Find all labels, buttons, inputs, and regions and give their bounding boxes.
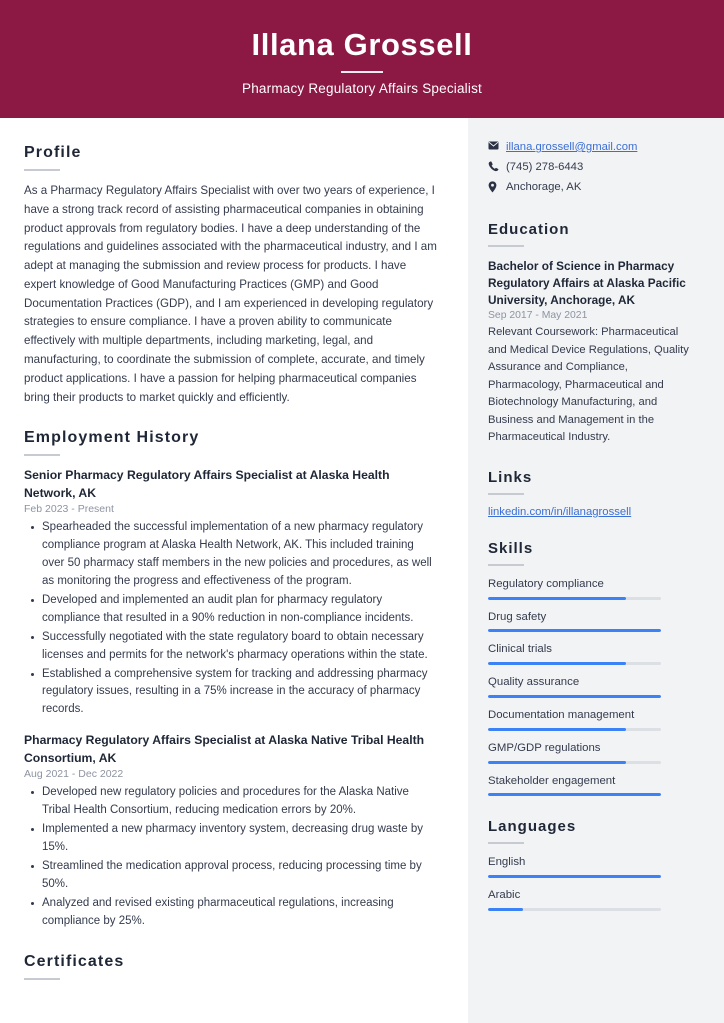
job-entry: [24, 467, 438, 719]
resume-body: [0, 118, 724, 1023]
contact-phone: [488, 160, 700, 176]
section-heading-employment: Employment History: [24, 429, 200, 447]
contact-location-text: Anchorage, AK: [506, 180, 582, 193]
language-label: Arabic: [488, 889, 521, 902]
job-entry: [24, 732, 438, 930]
phone-icon: [488, 160, 506, 172]
section-rule: [488, 564, 524, 566]
section-heading-certificates: Certificates: [24, 952, 125, 970]
section-rule: [488, 493, 524, 495]
education-date: Sep 2017 - May 2021: [488, 310, 588, 322]
sidebar-tail-spacer: [488, 933, 700, 937]
sidebar-column: [468, 118, 724, 1023]
section-rule: [24, 978, 60, 980]
language-item: [488, 855, 700, 878]
skill-bar-fill: [488, 597, 626, 600]
job-bullet: Streamlined the medication approval process, reducing processing time by 50%.: [40, 858, 438, 894]
skill-label: Regulatory compliance: [488, 577, 604, 590]
skill-item: [488, 577, 700, 600]
resume-header: [0, 0, 724, 118]
job-bullet: Established a comprehensive system for tracking and addressing pharmacy regulatory issues, resulting in a 75% increase in the accuracy of pharmacy records.: [40, 666, 438, 720]
section-employment-history: [24, 429, 438, 930]
education-description: Relevant Coursework: Pharmaceutical and Medical Device Regulations, Quality Assurance and Compliance, Pharmacology, Pharmaceutical and Biotechnology Manufacturing, and Business and Management in the Pharmaceutical Industry.: [488, 326, 689, 444]
language-bar-track: [488, 875, 661, 878]
language-bar-fill: [488, 908, 523, 911]
header-subtitle: Pharmacy Regulatory Affairs Specialist: [242, 81, 482, 97]
skill-bar-fill: [488, 761, 626, 764]
section-links: [488, 469, 700, 518]
skill-label: GMP/GDP regulations: [488, 741, 601, 754]
job-bullet: Spearheaded the successful implementation of a new pharmacy regulatory compliance program at Alaska Health Network, AK. This included training over 50 pharmacy staff members in the new policies and procedures, as well as monitoring the progress and effectiveness of the program.: [40, 519, 438, 591]
contact-list: [488, 140, 700, 195]
contact-email-text[interactable]: illana.grossell@gmail.com: [506, 141, 638, 153]
section-rule: [488, 842, 524, 844]
contact-location: [488, 180, 700, 196]
skill-bar-fill: [488, 662, 626, 665]
envelope-icon: [488, 140, 506, 150]
section-education: [488, 221, 700, 446]
job-bullets: [24, 784, 438, 931]
section-heading-links: Links: [488, 468, 533, 486]
language-bar-track: [488, 908, 661, 911]
section-rule: [24, 169, 60, 171]
skill-bar-fill: [488, 793, 661, 796]
language-label: English: [488, 856, 526, 869]
skill-item: [488, 708, 700, 731]
section-skills: [488, 540, 700, 797]
skill-bar-fill: [488, 629, 661, 632]
skill-bar-fill: [488, 695, 661, 698]
list-item: [488, 506, 700, 518]
main-column: [0, 118, 468, 1023]
skill-bar-track: [488, 728, 661, 731]
section-heading-profile: Profile: [24, 144, 82, 161]
skill-bar-track: [488, 597, 661, 600]
skill-item: [488, 741, 700, 764]
header-divider: [341, 71, 383, 73]
section-heading-skills: Skills: [488, 539, 534, 557]
profile-text: As a Pharmacy Regulatory Affairs Specialist with over two years of experience, I have a strong track record of assisting pharmaceutical companies in obtaining product approvals from regulatory bodies. I have a deep understanding of the regulations and guidelines associated with the pharmaceutical industry, and I am adept at managing the submission and review process for products. I have expert knowledge of Good Manufacturing Practices (GMP) and Good Documentation Practices (GDP), and I am experienced in developing regulatory strategies to ensure compliance. I have a proven ability to communicate effectively with multiple departments, including marketing, legal, and manufacturing, to coordinate the submission of complete, accurate, and timely product applications. I have a passion for helping pharmaceutical companies bring their products to market quickly and efficiently.: [24, 184, 437, 404]
section-rule: [488, 245, 524, 247]
skill-label: Documentation management: [488, 708, 635, 721]
skill-bar-track: [488, 761, 661, 764]
section-heading-languages: Languages: [488, 818, 577, 836]
job-bullet: Analyzed and revised existing pharmaceutical regulations, increasing compliance by 25%.: [40, 895, 438, 931]
section-certificates: [24, 953, 438, 980]
contact-phone-text: (745) 278-6443: [506, 160, 584, 173]
skill-bar-track: [488, 793, 661, 796]
section-heading-education: Education: [488, 221, 570, 239]
job-date: Feb 2023 - Present: [24, 503, 114, 516]
skill-item: [488, 774, 700, 797]
skill-bar-track: [488, 662, 661, 665]
skill-label: Clinical trials: [488, 643, 552, 656]
education-degree: Bachelor of Science in Pharmacy Regulatory Affairs at Alaska Pacific University, Anchorage, AK: [488, 259, 686, 308]
skill-item: [488, 610, 700, 633]
location-pin-icon: [488, 180, 506, 193]
section-languages: [488, 818, 700, 911]
language-item: [488, 888, 700, 911]
job-title: Senior Pharmacy Regulatory Affairs Specialist at Alaska Health Network, AK: [24, 468, 390, 500]
job-bullets: [24, 519, 438, 719]
job-title: Pharmacy Regulatory Affairs Specialist at Alaska Native Tribal Health Consortium, AK: [24, 733, 425, 765]
skill-label: Drug safety: [488, 610, 547, 623]
skill-item: [488, 675, 700, 698]
job-bullet: Successfully negotiated with the state regulatory board to obtain necessary licenses and permits for the network's pharmacy operations within the state.: [40, 629, 438, 665]
language-bar-fill: [488, 875, 661, 878]
skill-bar-track: [488, 695, 661, 698]
links-list: [488, 506, 700, 518]
page-title: Illana Grossell: [251, 26, 473, 62]
skill-bar-fill: [488, 728, 626, 731]
job-bullet: Developed new regulatory policies and procedures for the Alaska Native Tribal Health Consortium, reducing medication errors by 20%.: [40, 784, 438, 820]
skill-label: Stakeholder engagement: [488, 774, 616, 787]
skill-bar-track: [488, 629, 661, 632]
link-linkedin[interactable]: linkedin.com/in/illanagrossell: [488, 505, 632, 518]
section-profile: [24, 144, 438, 407]
contact-email: [488, 140, 700, 156]
job-bullet: Implemented a new pharmacy inventory system, decreasing drug waste by 15%.: [40, 821, 438, 857]
skill-item: [488, 642, 700, 665]
section-rule: [24, 454, 60, 456]
skill-label: Quality assurance: [488, 676, 580, 689]
job-bullet: Developed and implemented an audit plan for pharmacy regulatory compliance that resulted in a 90% reduction in non-compliance incidents.: [40, 592, 438, 628]
job-date: Aug 2021 - Dec 2022: [24, 768, 124, 780]
